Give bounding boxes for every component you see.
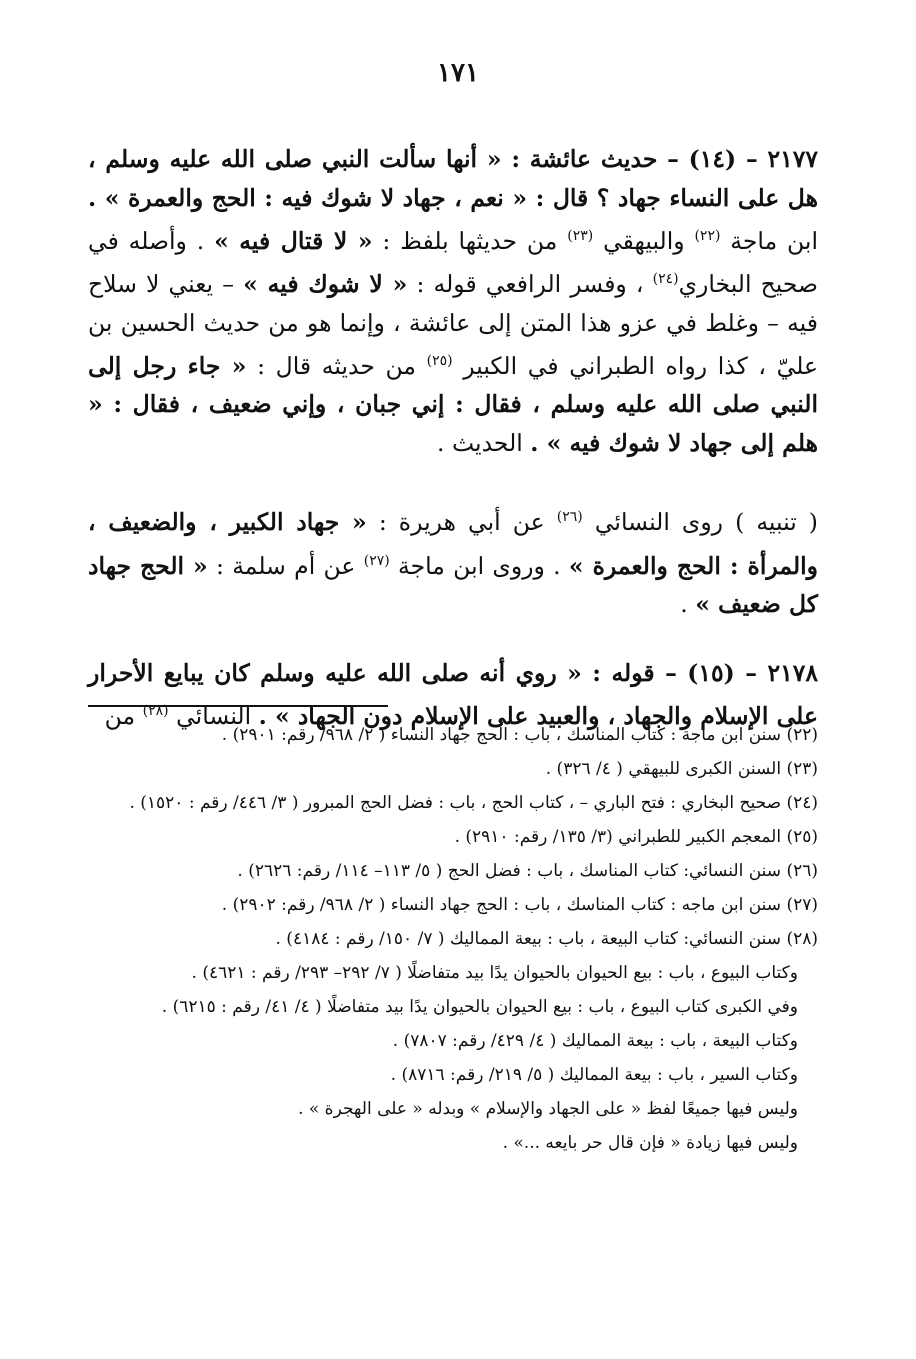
entry-2177-quote-1: « لا قتال فيه » [214, 226, 373, 255]
footnote-26: (٢٦) سنن النسائي: كتاب المناسك ، باب : فضل الحج ( ٥/ ١١٣– ١١٤/ رقم: ٢٦٢٦) . [237, 861, 818, 881]
entry-2177-text-6: – يعني لا سلاح فيه – وغلط في عزو هذا المتن إلى عائشة ، وإنما هو من حديث الحسين بن عليّ ، كذا رواه الطبراني في الكبير [88, 270, 819, 380]
footnote-ref-22: (٢٢) [694, 228, 721, 244]
entry-2177 [88, 140, 818, 462]
entry-2177-text-3: من حديثها بلفظ : [382, 226, 558, 255]
entry-2177-text-2: والبيهقي [603, 226, 685, 255]
entry-2177-quote-2: « لا شوك فيه » [243, 270, 408, 299]
footnote-22: (٢٢) سنن ابن ماجة : كتاب المناسك ، باب : الحج جهاد النساء ( ٢/ ٩٦٨/ رقم: ٢٩٠١) . [221, 725, 818, 745]
tanbih-text-4: عن أم سلمة : [216, 551, 356, 580]
tanbih-text-2: عن أبي هريرة : [378, 508, 545, 537]
footnote-28-continuation: وكتاب البيوع ، باب : بيع الحيوان بالحيوان يدًا بيد متفاضلًا ( ٧/ ٢٩٢– ٢٩٣/ رقم : ٤٦٢١) . [191, 963, 798, 983]
entry-2177-text-7: من حديثه قال : [257, 351, 416, 380]
footnote-27: (٢٧) سنن ابن ماجه : كتاب المناسك ، باب : الحج جهاد النساء ( ٢/ ٩٦٨/ رقم: ٢٩٠٢) . [221, 895, 818, 915]
footnote-28-continuation: وكتاب السير ، باب : بيعة المماليك ( ٥/ ٢١٩/ رقم: ٨٧١٦) . [390, 1065, 798, 1085]
tanbih-quote-2: « الحج جهاد كل ضعيف » [88, 551, 818, 619]
entry-2177-text-5: ، وفسر الرافعي قوله : [416, 270, 644, 299]
footnote-28-continuation: وفي الكبرى كتاب البيوع ، باب : بيع الحيوان بالحيوان يدًا بيد متفاضلًا ( ٤/ ٤١/ رقم : ٦٢١٥) . [161, 997, 798, 1017]
footnote-ref-25: (٢٥) [426, 353, 453, 370]
tanbih-text-3: . وروى ابن ماجة [398, 551, 561, 580]
entry-2177-heading: ٢١٧٧ – (١٤) – حديث عائشة : « أنها سألت النبي صلى الله عليه وسلم ، هل على النساء جهاد ؟ قال : « نعم ، جهاد لا شوك فيه : الحج والعمرة » . [88, 145, 818, 212]
tanbih-text-1: ( تنبيه ) روى النسائي [594, 508, 818, 537]
entry-2178-text-1: النسائي [176, 701, 252, 730]
entry-2177-quote-3: « جاء رجل إلى النبي صلى الله عليه وسلم ، فقال : إني جبان ، وإني ضعيف ، فقال : « هلم إلى جهاد لا شوك فيه » . [88, 351, 818, 457]
footnote-divider [88, 705, 388, 707]
footnote-ref-28: (٢٨) [142, 703, 169, 720]
footnote-ref-24: (٢٤) [652, 271, 679, 288]
footnote-28: (٢٨) سنن النسائي: كتاب البيعة ، باب : بيعة المماليك ( ٧/ ١٥٠/ رقم : ٤١٨٤) . [275, 929, 818, 949]
main-text [88, 140, 818, 735]
footnotes [88, 718, 818, 1160]
entry-2178-heading: ٢١٧٨ – (١٥) – قوله : « روي أنه صلى الله عليه وسلم كان يبايع الأحرار على الإسلام والجهاد ، والعبيد على الإسلام دون الجهاد » . [88, 658, 818, 730]
tanbih-note [88, 498, 818, 623]
footnote-23: (٢٣) السنن الكبرى للبيهقي ( ٤/ ٣٢٦) . [545, 759, 818, 779]
entry-2177-text-4: . وأصله في صحيح البخاري [88, 226, 818, 299]
footnote-28-continuation: وليس فيها جميعًا لفظ « على الجهاد والإسلام » وبدله « على الهجرة » . [298, 1099, 798, 1119]
footnote-28-continuation: وليس فيها زيادة « فإن قال حر بايعه ...» . [502, 1133, 798, 1153]
entry-2177-text-1: ابن ماجة [730, 226, 818, 255]
footnote-ref-27: (٢٧) [363, 552, 390, 569]
page-number: ١٧١ [437, 58, 479, 88]
footnote-ref-26: (٢٦) [556, 509, 583, 526]
entry-2177-text-8: الحديث . [437, 428, 523, 457]
footnote-28-continuation: وكتاب البيعة ، باب : بيعة المماليك ( ٤/ ٤٢٩/ رقم: ٧٨٠٧) . [392, 1031, 798, 1051]
footnote-24: (٢٤) صحيح البخاري : فتح الباري – ، كتاب الحج ، باب : فضل الحج المبرور ( ٣/ ٤٤٦/ رقم : ١٥٢٠) . [129, 793, 818, 813]
entry-2178-text-2: من [104, 701, 136, 730]
tanbih-quote-1: « جهاد الكبير ، والضعيف ، والمرأة : الحج والعمرة » [88, 508, 818, 580]
tanbih-text-5: . [680, 590, 688, 619]
footnote-ref-23: (٢٣) [567, 228, 594, 244]
footnote-25: (٢٥) المعجم الكبير للطبراني (٣/ ١٣٥/ رقم: ٢٩١٠) . [454, 827, 818, 847]
